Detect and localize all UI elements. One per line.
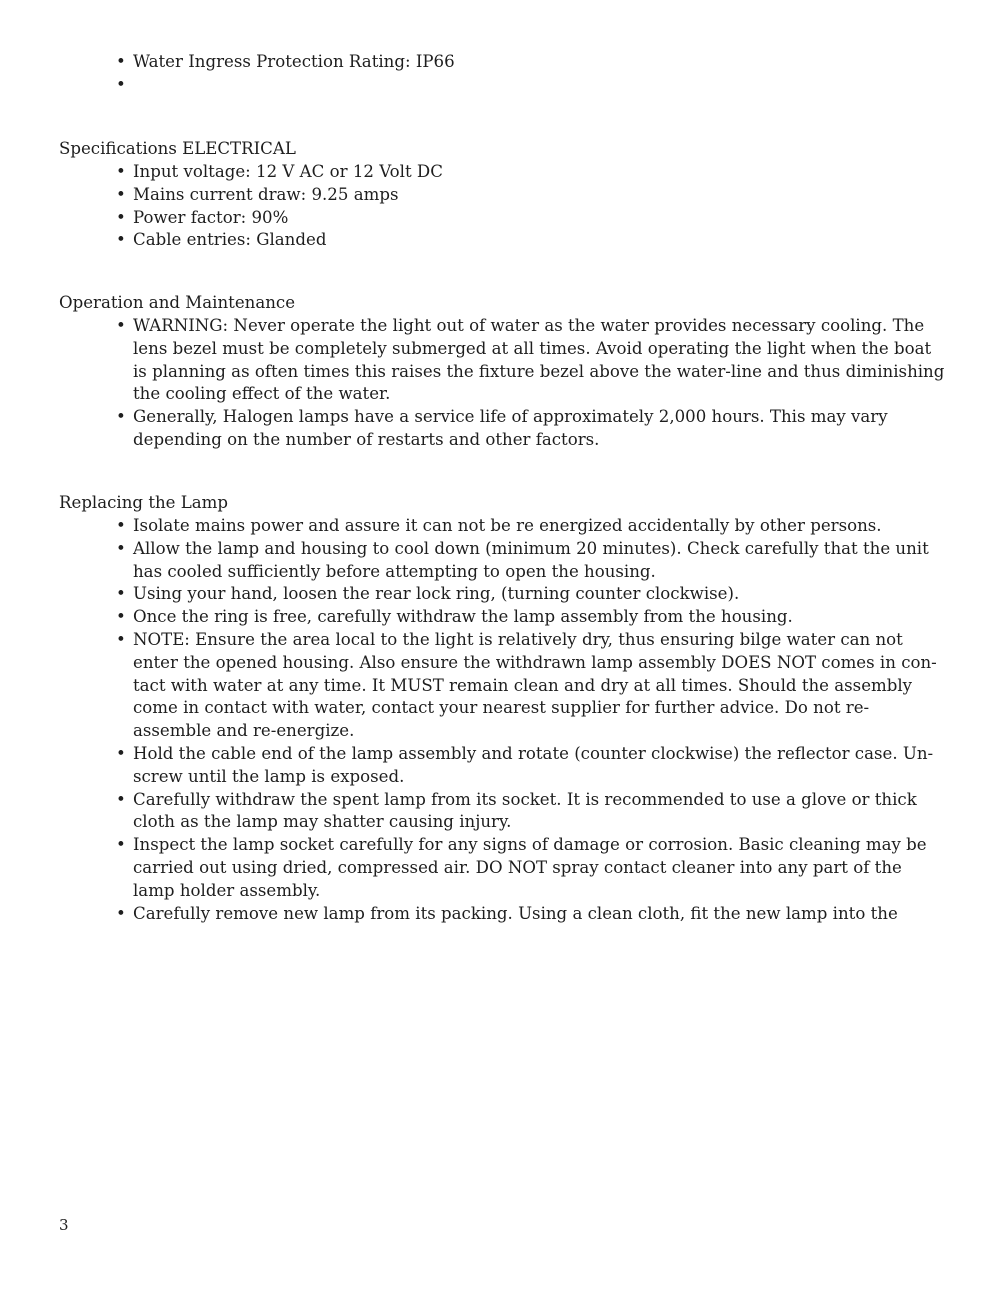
list-item: • Carefully remove new lamp from its packing. Using a clean cloth, fit the new lamp into the xyxy=(116,903,946,926)
list-item: • NOTE: Ensure the area local to the light is relatively dry, thus ensuring bilge water can not enter the opened housing. Also ensure the withdrawn lamp assembly DOES NOT comes in con-tact with water at any time. It MUST remain clean and dry at all times. Should the assembly come in contact with water, contact your nearest supplier for further advice. Do not re-assemble and re-energize. xyxy=(116,629,946,743)
electrical-list xyxy=(116,161,946,252)
list-item: • Isolate mains power and assure it can not be re energized accidentally by other persons. xyxy=(116,515,946,538)
list-item: • WARNING: Never operate the light out of water as the water provides necessary cooling. The lens bezel must be completely submerged at all times. Avoid operating the light when the boat is planning as often times this raises the fixture bezel above the water-line and thus diminishing the cooling effect of the water. xyxy=(116,315,946,406)
list-item: • Cable entries: Glanded xyxy=(116,229,946,252)
list-item: • Once the ring is free, carefully withdraw the lamp assembly from the housing. xyxy=(116,606,946,629)
list-item: • Input voltage: 12 V AC or 12 Volt DC xyxy=(116,161,946,184)
protection-list xyxy=(116,51,946,97)
list-item: • Carefully withdraw the spent lamp from its socket. It is recommended to use a glove or thick cloth as the lamp may shatter causing injury. xyxy=(116,789,946,835)
operation-list xyxy=(116,315,946,452)
list-item xyxy=(116,74,946,97)
replacing-list xyxy=(116,515,946,925)
list-item: • Inspect the lamp socket carefully for any signs of damage or corrosion. Basic cleaning may be carried out using dried, compressed air. DO NOT spray contact cleaner into any part of the lamp holder assembly. xyxy=(116,834,946,902)
list-item: • Allow the lamp and housing to cool down (minimum 20 minutes). Check carefully that the unit has cooled sufficiently before attempting to open the housing. xyxy=(116,538,946,584)
list-item: • Generally, Halogen lamps have a service life of approximately 2,000 hours. This may vary depending on the number of restarts and other factors. xyxy=(116,406,946,452)
list-item: • Using your hand, loosen the rear lock ring, (turning counter clockwise). xyxy=(116,583,946,606)
list-item: • Water Ingress Protection Rating: IP66 xyxy=(116,51,946,74)
list-item: • Power factor: 90% xyxy=(116,207,946,230)
list-item: • Hold the cable end of the lamp assembly and rotate (counter clockwise) the reflector case. Un-screw until the lamp is exposed. xyxy=(116,743,946,789)
section-heading-electrical: Specifications ELECTRICAL xyxy=(59,139,296,158)
list-item: • Mains current draw: 9.25 amps xyxy=(116,184,946,207)
section-heading-replacing: Replacing the Lamp xyxy=(59,493,229,512)
section-heading-operation: Operation and Maintenance xyxy=(59,293,296,312)
page-number: 3 xyxy=(59,1216,69,1234)
